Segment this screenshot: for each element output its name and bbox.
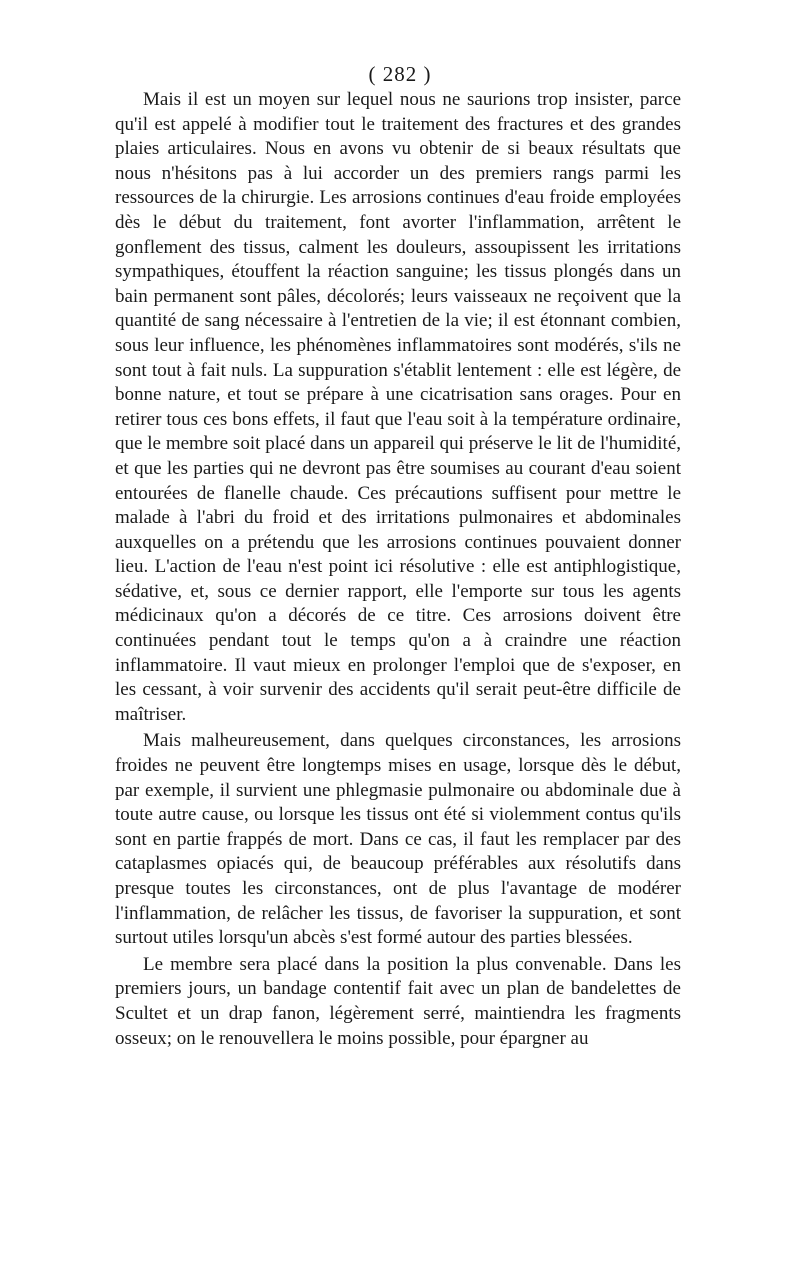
paragraph-2: Mais malheureusement, dans quelques circonstances, les arrosions froides ne peuvent être longtemps mises en usage, lorsque dès le début, par exemple, il survient une phlegmasie pulmonaire ou abdominale due à toute autre cause, ou lorsque les tissus ont été si violemment contus qu'ils sont en partie frappés de mort. Dans ce cas, il faut les remplacer par des cataplasmes opiacés qui, de beaucoup préférables aux résolutifs dans presque toutes les circonstances, ont de plus l'avantage de modérer l'inflammation, de relâcher les tissus, de favoriser la suppuration, et sont surtout utiles lorsqu'un abcès s'est formé autour des parties blessées. bbox=[115, 730, 681, 949]
paragraph-3: Le membre sera placé dans la position la plus convenable. Dans les premiers jours, un bandage contentif fait avec un plan de bandelettes de Scultet et un drap fanon, légèrement serré, maintiendra les fragments osseux; on le renouvellera le moins possible, pour épargner au bbox=[115, 953, 681, 1049]
page-number: ( 282 ) bbox=[368, 62, 432, 86]
paragraph-1: Mais il est un moyen sur lequel nous ne saurions trop insister, parce qu'il est appelé à modifier tout le traitement des fractures et des grandes plaies articulaires. Nous en avons vu obtenir de si beaux résultats que nous n'hésitons pas à lui accorder un des premiers rangs parmi les ressources de la chirurgie. Les arrosions continues d'eau froide employées dès le début du traitement, font avorter l'inflammation, arrêtent le gonflement des tissus, calment les douleurs, assoupissent les irritations sympathiques, étouffent la réaction sanguine; les tissus plongés dans un bain permanent sont pâles, décolorés; leurs vaisseaux ne reçoivent que la quantité de sang nécessaire à l'entretien de la vie; il est étonnant combien, sous leur influence, les phénomènes inflammatoires sont modérés, s'ils ne sont tout à fait nuls. La suppuration s'établit lentement : elle est légère, de bonne nature, et tout se prépare à une cicatrisation sans orages. Pour en retirer tous ces bons effets, il faut que l'eau soit à la température ordinaire, que le membre soit placé dans un appareil qui préserve le lit de l'humidité, et que les parties qui ne devront pas être soumises au courant d'eau soient entourées de flanelle chaude. Ces précautions suffisent pour mettre le malade à l'abri du froid et des irritations pulmonaires et abdominales auxquelles on a prétendu que les arrosions continues pouvaient donner lieu. L'action de l'eau n'est point ici résolutive : elle est antiphlogistique, sédative, et, sous ce dernier rapport, elle l'emporte sur tous les agents médicinaux qu'on a décorés de ce titre. Ces arrosions doivent être continuées pendant tout le temps qu'on a à craindre une réaction inflammatoire. Il vaut mieux en prolonger l'emploi que de s'exposer, en les cessant, à voir survenir des accidents qu'il serait peut-être difficile de maîtriser. bbox=[115, 89, 681, 725]
body-text bbox=[115, 88, 681, 1051]
